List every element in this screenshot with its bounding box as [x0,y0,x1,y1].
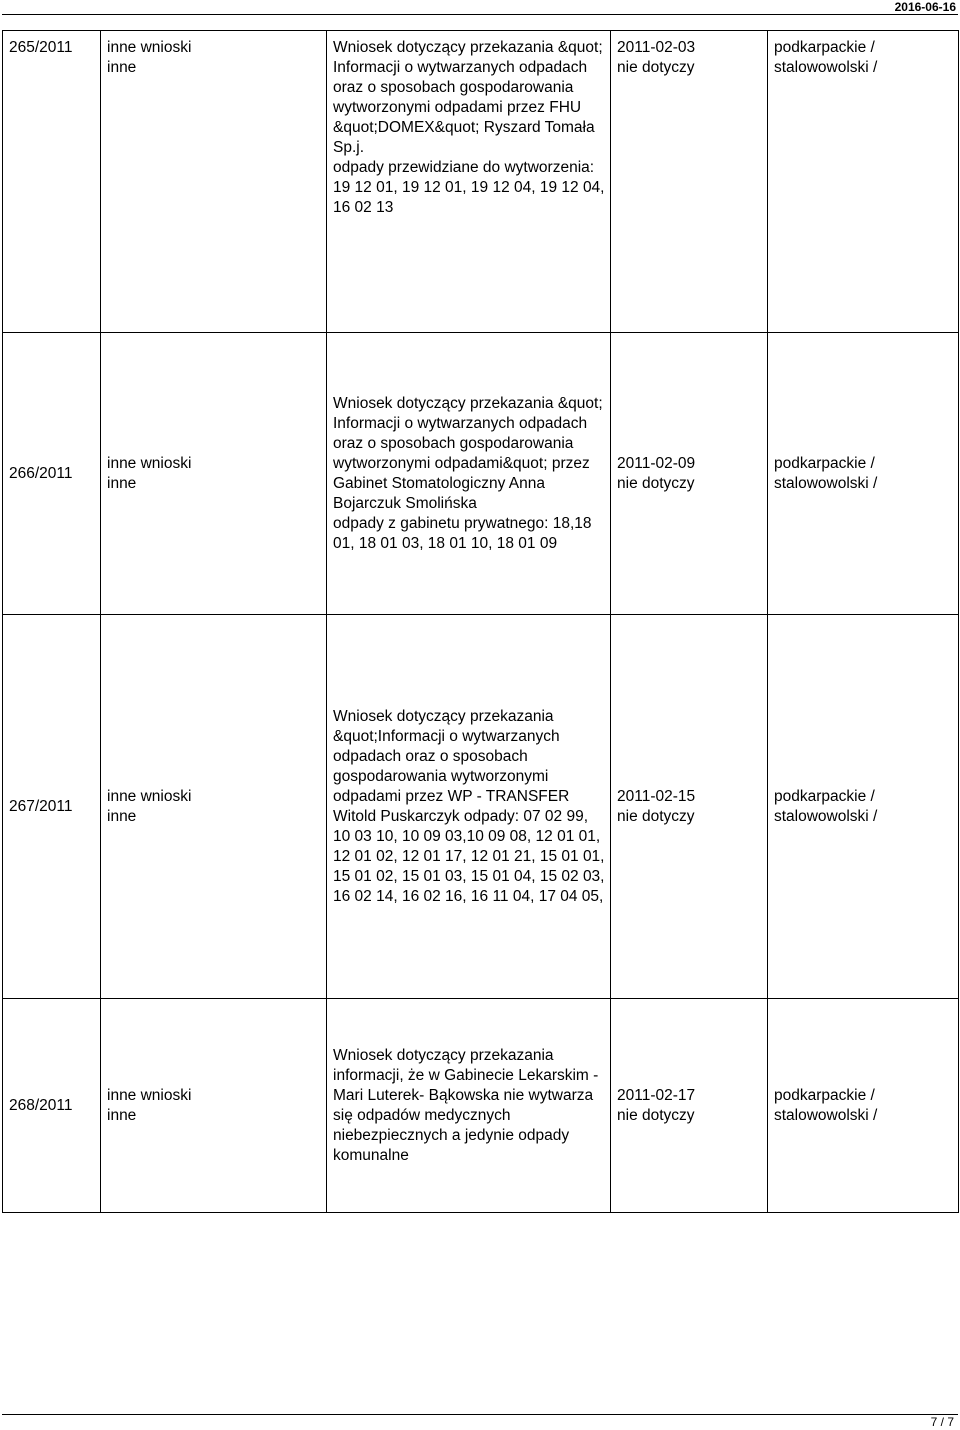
case-type [101,615,327,999]
case-description [327,615,611,999]
case-type-subcategory: inne [107,807,137,825]
date-value: 2011-02-09 [617,454,696,472]
case-number: 267/2011 [3,615,101,999]
waste-codes: odpady z gabinetu prywatnego: 18,18 01, 18 01 03, 18 01 10, 18 01 09 [333,514,592,552]
case-date [611,333,768,615]
case-number: 265/2011 [3,31,101,333]
description-text: Wniosek dotyczący przekazania &quot; Informacji o wytwarzanych odpadach oraz o sposobach gospodarowania wytworzonymi odpadami przez FHU &quot;DOMEX&quot; Ryszard Tomała Sp.j. [333,39,603,156]
page-number: 7 / 7 [930,1415,954,1429]
case-type-category: inne wnioski [107,454,192,472]
case-type-subcategory: inne [107,474,137,492]
date-value: 2011-02-03 [617,39,696,56]
waste-codes: odpady przewidziane do wytworzenia: 19 12 01, 19 12 01, 19 12 04, 19 12 04, 16 02 13 [333,159,605,216]
description-text: Wniosek dotyczący przekazania informacji, że w Gabinecie Lekarskim -Mari Luterek- Bąkowska nie wytwarza się odpadów medycznych niebezpiecznych a jedynie odpady komunalne [333,1046,599,1164]
region-province: podkarpackie / [774,787,875,805]
case-type [101,333,327,615]
case-region [768,31,959,333]
case-date [611,31,768,333]
date-value: 2011-02-15 [617,787,696,805]
status-value: nie dotyczy [617,59,695,76]
case-date [611,999,768,1213]
status-value: nie dotyczy [617,474,695,492]
case-description [327,31,611,333]
status-value: nie dotyczy [617,807,695,825]
register-table [2,30,959,1213]
region-province: podkarpackie / [774,454,875,472]
region-province: podkarpackie / [774,1086,875,1104]
table-row [3,999,959,1213]
date-value: 2011-02-17 [617,1086,696,1104]
table-row [3,615,959,999]
description-text: Wniosek dotyczący przekazania &quot;Informacji o wytwarzanych odpadach oraz o sposobach gospodarowania wytworzonymi odpadami przez WP - TRANSFER Witold Puskarczyk odpady: 07 02 99, 10 03 10, 10 09 03,10 09 08, 12 01 01, 12 01 02, 12 01 17, 12 01 21, 15 01 01, 15 01 02, 15 01 03, 15 01 04, 15 02 03, 16 02 14, 16 02 16, 16 11 04, 17 04 05, [333,707,605,905]
case-type-subcategory: inne [107,1106,137,1124]
case-region [768,999,959,1213]
table-row [3,333,959,615]
case-number: 266/2011 [3,333,101,615]
case-type [101,999,327,1213]
region-province: podkarpackie / [774,39,875,56]
case-region [768,615,959,999]
header-date: 2016-06-16 [894,0,956,14]
case-type-category: inne wnioski [107,1086,192,1104]
case-type-category: inne wnioski [107,787,192,805]
description-text: Wniosek dotyczący przekazania &quot; Informacji o wytwarzanych odpadach oraz o sposobach gospodarowania wytworzonymi odpadami&quot; przez Gabinet Stomatologiczny Anna Bojarczuk Smolińska [333,394,603,512]
table-row [3,31,959,333]
region-district: stalowowolski / [774,807,878,825]
case-type-category: inne wnioski [107,39,192,56]
footer-divider [2,1414,958,1415]
region-district: stalowowolski / [774,1106,878,1124]
case-region [768,333,959,615]
case-type [101,31,327,333]
status-value: nie dotyczy [617,1106,695,1124]
case-number: 268/2011 [3,999,101,1213]
case-date [611,615,768,999]
header-divider [2,14,958,15]
region-district: stalowowolski / [774,474,878,492]
case-type-subcategory: inne [107,59,137,76]
region-district: stalowowolski / [774,59,878,76]
case-description [327,333,611,615]
case-description [327,999,611,1213]
